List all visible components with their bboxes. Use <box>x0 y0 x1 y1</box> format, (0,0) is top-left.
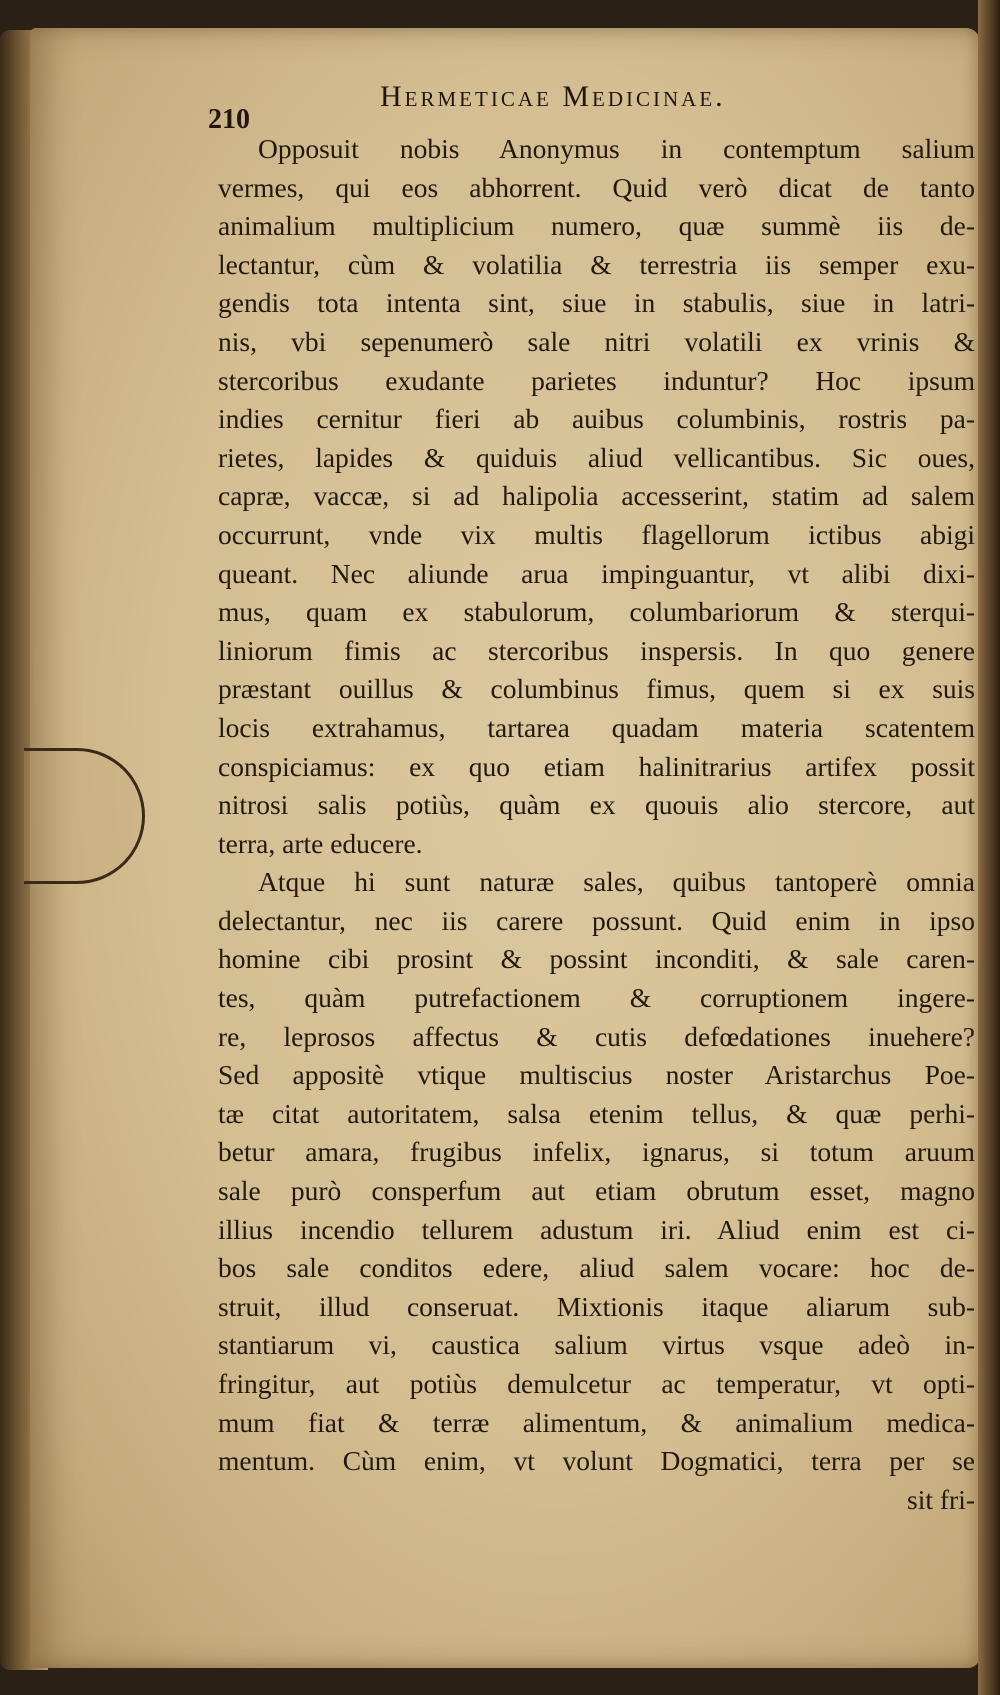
text-line: fringitur, aut potiùs demulcetur ac temperatur, vt opti- <box>218 1368 975 1399</box>
catchword: sit fri- <box>907 1483 975 1515</box>
text-line: queant. Nec aliunde arua impinguantur, vt alibi dixi- <box>218 557 975 589</box>
paragraph-1 <box>218 130 975 863</box>
text-line: mus, quam ex stabulorum, columbariorum & sterqui- <box>218 596 975 628</box>
right-shadow-edge <box>978 0 1000 1695</box>
text-line: tæ citat autoritatem, salsa etenim tellus, & quæ perhi- <box>218 1097 975 1129</box>
text-line: tes, quàm putrefactionem & corruptionem ingere- <box>218 982 975 1014</box>
text-line: mentum. Cùm enim, vt volunt Dogmatici, terra per se <box>218 1445 975 1477</box>
text-line: lectantur, cùm & volatilia & terrestria iis semper exu- <box>218 248 975 280</box>
paragraph-2 <box>218 863 975 1481</box>
text-line: liniorum fimis ac stercoribus inspersis. In quo genere <box>218 634 975 666</box>
text-line: delectantur, nec iis carere possunt. Quid enim in ipso <box>218 904 975 936</box>
text-line: re, leprosos affectus & cutis defœdationes inuehere? <box>218 1020 975 1052</box>
text-line: sale purò consperfum aut etiam obrutum esset, magno <box>218 1175 975 1207</box>
text-line: Atque hi sunt naturæ sales, quibus tantoperè omnia <box>258 866 975 898</box>
text-line: nis, vbi sepenumerò sale nitri volatili ex vrinis & <box>218 325 975 357</box>
text-line: illius incendio tellurem adustum iri. Aliud enim est ci- <box>218 1213 975 1245</box>
text-line: animalium multiplicium numero, quæ summè iis de- <box>218 210 975 242</box>
text-line: Sed appositè vtique multiscius noster Aristarchus Poe- <box>218 1059 975 1091</box>
bookmark-tab <box>24 748 145 884</box>
text-line: præstant ouillus & columbinus fimus, quem si ex suis <box>218 673 975 705</box>
text-line: terra, arte educere. <box>218 827 423 859</box>
text-line: gendis tota intenta sint, siue in stabulis, siue in latri- <box>218 287 975 319</box>
text-line: indies cernitur fieri ab auibus columbinis, rostris pa- <box>218 403 975 435</box>
running-head: Hermeticae Medicinae. <box>380 80 726 113</box>
text-line: betur amara, frugibus infelix, ignarus, si totum aruum <box>218 1136 975 1168</box>
text-line: capræ, vaccæ, si ad halipolia accesserint, statim ad salem <box>218 480 975 512</box>
page-number: 210 <box>208 104 250 135</box>
text-line: struit, illud conseruat. Mixtionis itaque aliarum sub- <box>218 1290 975 1322</box>
text-line: bos sale conditos edere, aliud salem vocare: hoc de- <box>218 1252 975 1284</box>
text-line: homine cibi prosint & possint inconditi, & sale caren- <box>218 943 975 975</box>
text-line: vermes, qui eos abhorrent. Quid verò dicat de tanto <box>218 171 975 203</box>
body-text <box>218 130 975 1519</box>
text-line: stantiarum vi, caustica salium virtus vsque adeò in- <box>218 1329 975 1361</box>
text-line: occurrunt, vnde vix multis flagellorum ictibus abigi <box>218 518 975 550</box>
text-line: rietes, lapides & quiduis aliud vellicantibus. Sic oues, <box>218 441 975 473</box>
text-line: locis extrahamus, tartarea quadam materia scatentem <box>218 711 975 743</box>
text-line: conspiciamus: ex quo etiam halinitrarius artifex possit <box>218 750 975 782</box>
text-line: stercoribus exudante parietes induntur? Hoc ipsum <box>218 364 975 396</box>
text-line: mum fiat & terræ alimentum, & animalium medica- <box>218 1406 975 1438</box>
text-line: Opposuit nobis Anonymus in contemptum salium <box>258 133 975 164</box>
text-line: nitrosi salis potiùs, quàm ex quouis alio stercore, aut <box>218 789 975 821</box>
